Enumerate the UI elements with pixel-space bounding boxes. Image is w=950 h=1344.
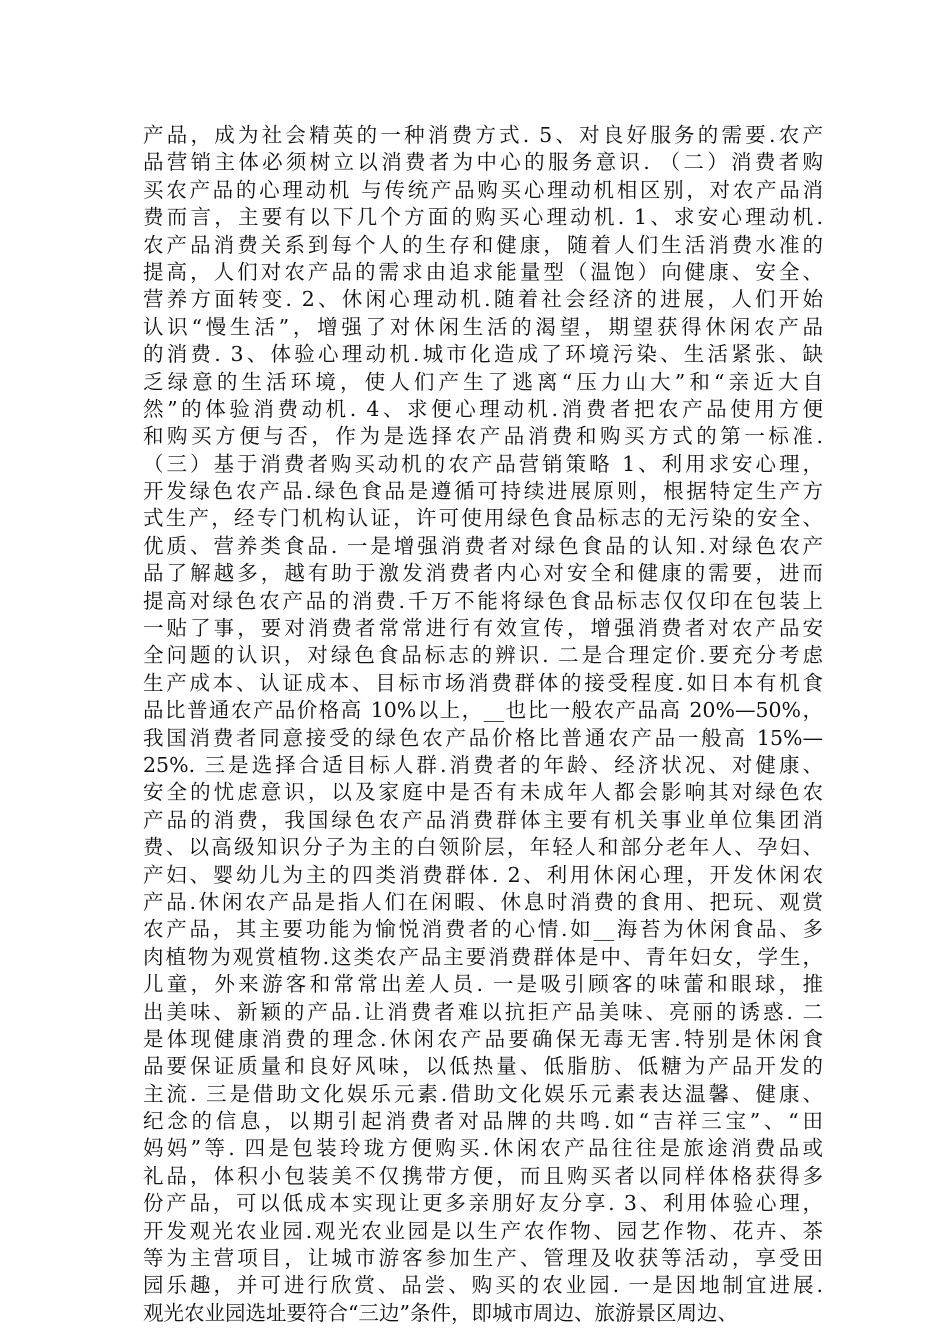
text-line: 礼品，体积小包装美不仅携带方便，而且购买者以同样体格获得多 bbox=[143, 1163, 823, 1188]
text-line: 费而言，主要有以下几个方面的购买心理动机. 1、求安心理动机. bbox=[143, 205, 823, 230]
text-line: 然”的体验消费动机. 4、求便心理动机.消费者把农产品使用方便 bbox=[143, 396, 823, 421]
text-line: 儿童，外来游客和常常出差人员. 一是吸引顾客的味蕾和眼球，推 bbox=[143, 972, 823, 997]
text-line: 25%. 三是选择合适目标人群.消费者的年龄、经济状况、对健康、 bbox=[143, 752, 823, 777]
text-line: 一贴了事，要对消费者常常进行有效宣传，增强消费者对农产品安 bbox=[143, 616, 823, 641]
text-line: 提高，人们对农产品的需求由追求能量型（温饱）向健康、安全、 bbox=[143, 259, 823, 284]
text-line: 品要保证质量和良好风味，以低热量、低脂肪、低糖为产品开发的 bbox=[143, 1054, 823, 1079]
text-line: 产品.休闲农产品是指人们在闲暇、休息时消费的食用、把玩、观赏 bbox=[143, 889, 823, 914]
text-line: 乏绿意的生活环境，使人们产生了逃离“压力山大”和“亲近大自 bbox=[143, 369, 823, 394]
text-line: 等为主营项目，让城市游客参加生产、管理及收获等活动，享受田 bbox=[143, 1246, 823, 1271]
text-line: 纪念的信息，以期引起消费者对品牌的共鸣.如“吉祥三宝”、“田 bbox=[143, 1109, 823, 1134]
text-line: 我国消费者同意接受的绿色农产品价格比普通农产品一般高 15%— bbox=[143, 725, 823, 750]
text-line: 买农产品的心理动机 与传统产品购买心理动机相区别，对农产品消 bbox=[143, 177, 823, 202]
text-line: 认识“慢生活”，增强了对休闲生活的渴望，期望获得休闲农产品 bbox=[143, 314, 823, 339]
body-text bbox=[143, 122, 823, 1327]
text-line: 品营销主体必须树立以消费者为中心的服务意识. （二）消费者购 bbox=[143, 150, 823, 175]
text-line: 观光农业园选址要符合“三边”条件，即城市周边、旅游景区周边、 bbox=[143, 1300, 738, 1325]
text-line: 园乐趣，并可进行欣赏、品尝、购买的农业园. 一是因地制宜进展. bbox=[143, 1273, 823, 1298]
text-line: 主流. 三是借助文化娱乐元素.借助文化娱乐元素表达温馨、健康、 bbox=[143, 1081, 823, 1106]
text-line: 费、以高级知识分子为主的白领阶层，年轻人和部分老年人、孕妇、 bbox=[143, 835, 823, 860]
text-line: 出美味、新颖的产品.让消费者难以抗拒产品美味、亮丽的诱惑. 二 bbox=[143, 999, 823, 1024]
text-line: 产妇、婴幼儿为主的四类消费群体. 2、利用休闲心理，开发休闲农 bbox=[143, 862, 823, 887]
text-line: 安全的忧虑意识，以及家庭中是否有未成年人都会影响其对绿色农 bbox=[143, 780, 823, 805]
text-line: 农产品，其主要功能为愉悦消费者的心情.如__海苔为休闲食品、多 bbox=[143, 917, 823, 942]
text-line: 品比普通农产品价格高 10%以上，__也比一般农产品高 20%—50%， bbox=[143, 698, 823, 723]
text-line: 营养方面转变. 2、休闲心理动机.随着社会经济的进展，人们开始 bbox=[143, 287, 823, 312]
text-line: 开发观光农业园.观光农业园是以生产农作物、园艺作物、花卉、茶 bbox=[143, 1218, 823, 1243]
text-line: 式生产，经专门机构认证，许可使用绿色食品标志的无污染的安全、 bbox=[143, 506, 823, 531]
text-line: 提高对绿色农产品的消费.千万不能将绿色食品标志仅仅印在包装上 bbox=[143, 588, 823, 613]
text-line: （三）基于消费者购买动机的农产品营销策略 1、利用求安心理， bbox=[143, 451, 823, 476]
text-line: 产品的消费，我国绿色农产品消费群体主要有机关事业单位集团消 bbox=[143, 807, 823, 832]
text-line: 全问题的认识，对绿色食品标志的辨识. 二是合理定价.要充分考虑 bbox=[143, 643, 823, 668]
text-line: 肉植物为观赏植物.这类农产品主要消费群体是中、青年妇女，学生， bbox=[143, 944, 823, 969]
text-line: 份产品，可以低成本实现让更多亲朋好友分享. 3、利用体验心理， bbox=[143, 1191, 823, 1216]
text-line: 产品，成为社会精英的一种消费方式. 5、对良好服务的需要.农产 bbox=[143, 123, 823, 147]
text-line: 的消费. 3、体验心理动机.城市化造成了环境污染、生活紧张、缺 bbox=[143, 342, 823, 367]
text-line: 农产品消费关系到每个人的生存和健康，随着人们生活消费水准的 bbox=[143, 232, 823, 257]
text-line: 生产成本、认证成本、目标市场消费群体的接受程度.如日本有机食 bbox=[143, 670, 823, 695]
text-line: 开发绿色农产品.绿色食品是遵循可持续进展原则，根据特定生产方 bbox=[143, 479, 823, 504]
text-line: 和购买方便与否，作为是选择农产品消费和购买方式的第一标准. bbox=[143, 424, 823, 449]
text-line: 是体现健康消费的理念.休闲农产品要确保无毒无害.特别是休闲食 bbox=[143, 1026, 823, 1051]
text-line: 妈妈”等. 四是包装玲珑方便购买.休闲农产品往往是旅途消费品或 bbox=[143, 1136, 823, 1161]
text-line: 优质、营养类食品. 一是增强消费者对绿色食品的认知.对绿色农产 bbox=[143, 533, 823, 558]
text-line: 品了解越多，越有助于激发消费者内心对安全和健康的需要，进而 bbox=[143, 561, 823, 586]
